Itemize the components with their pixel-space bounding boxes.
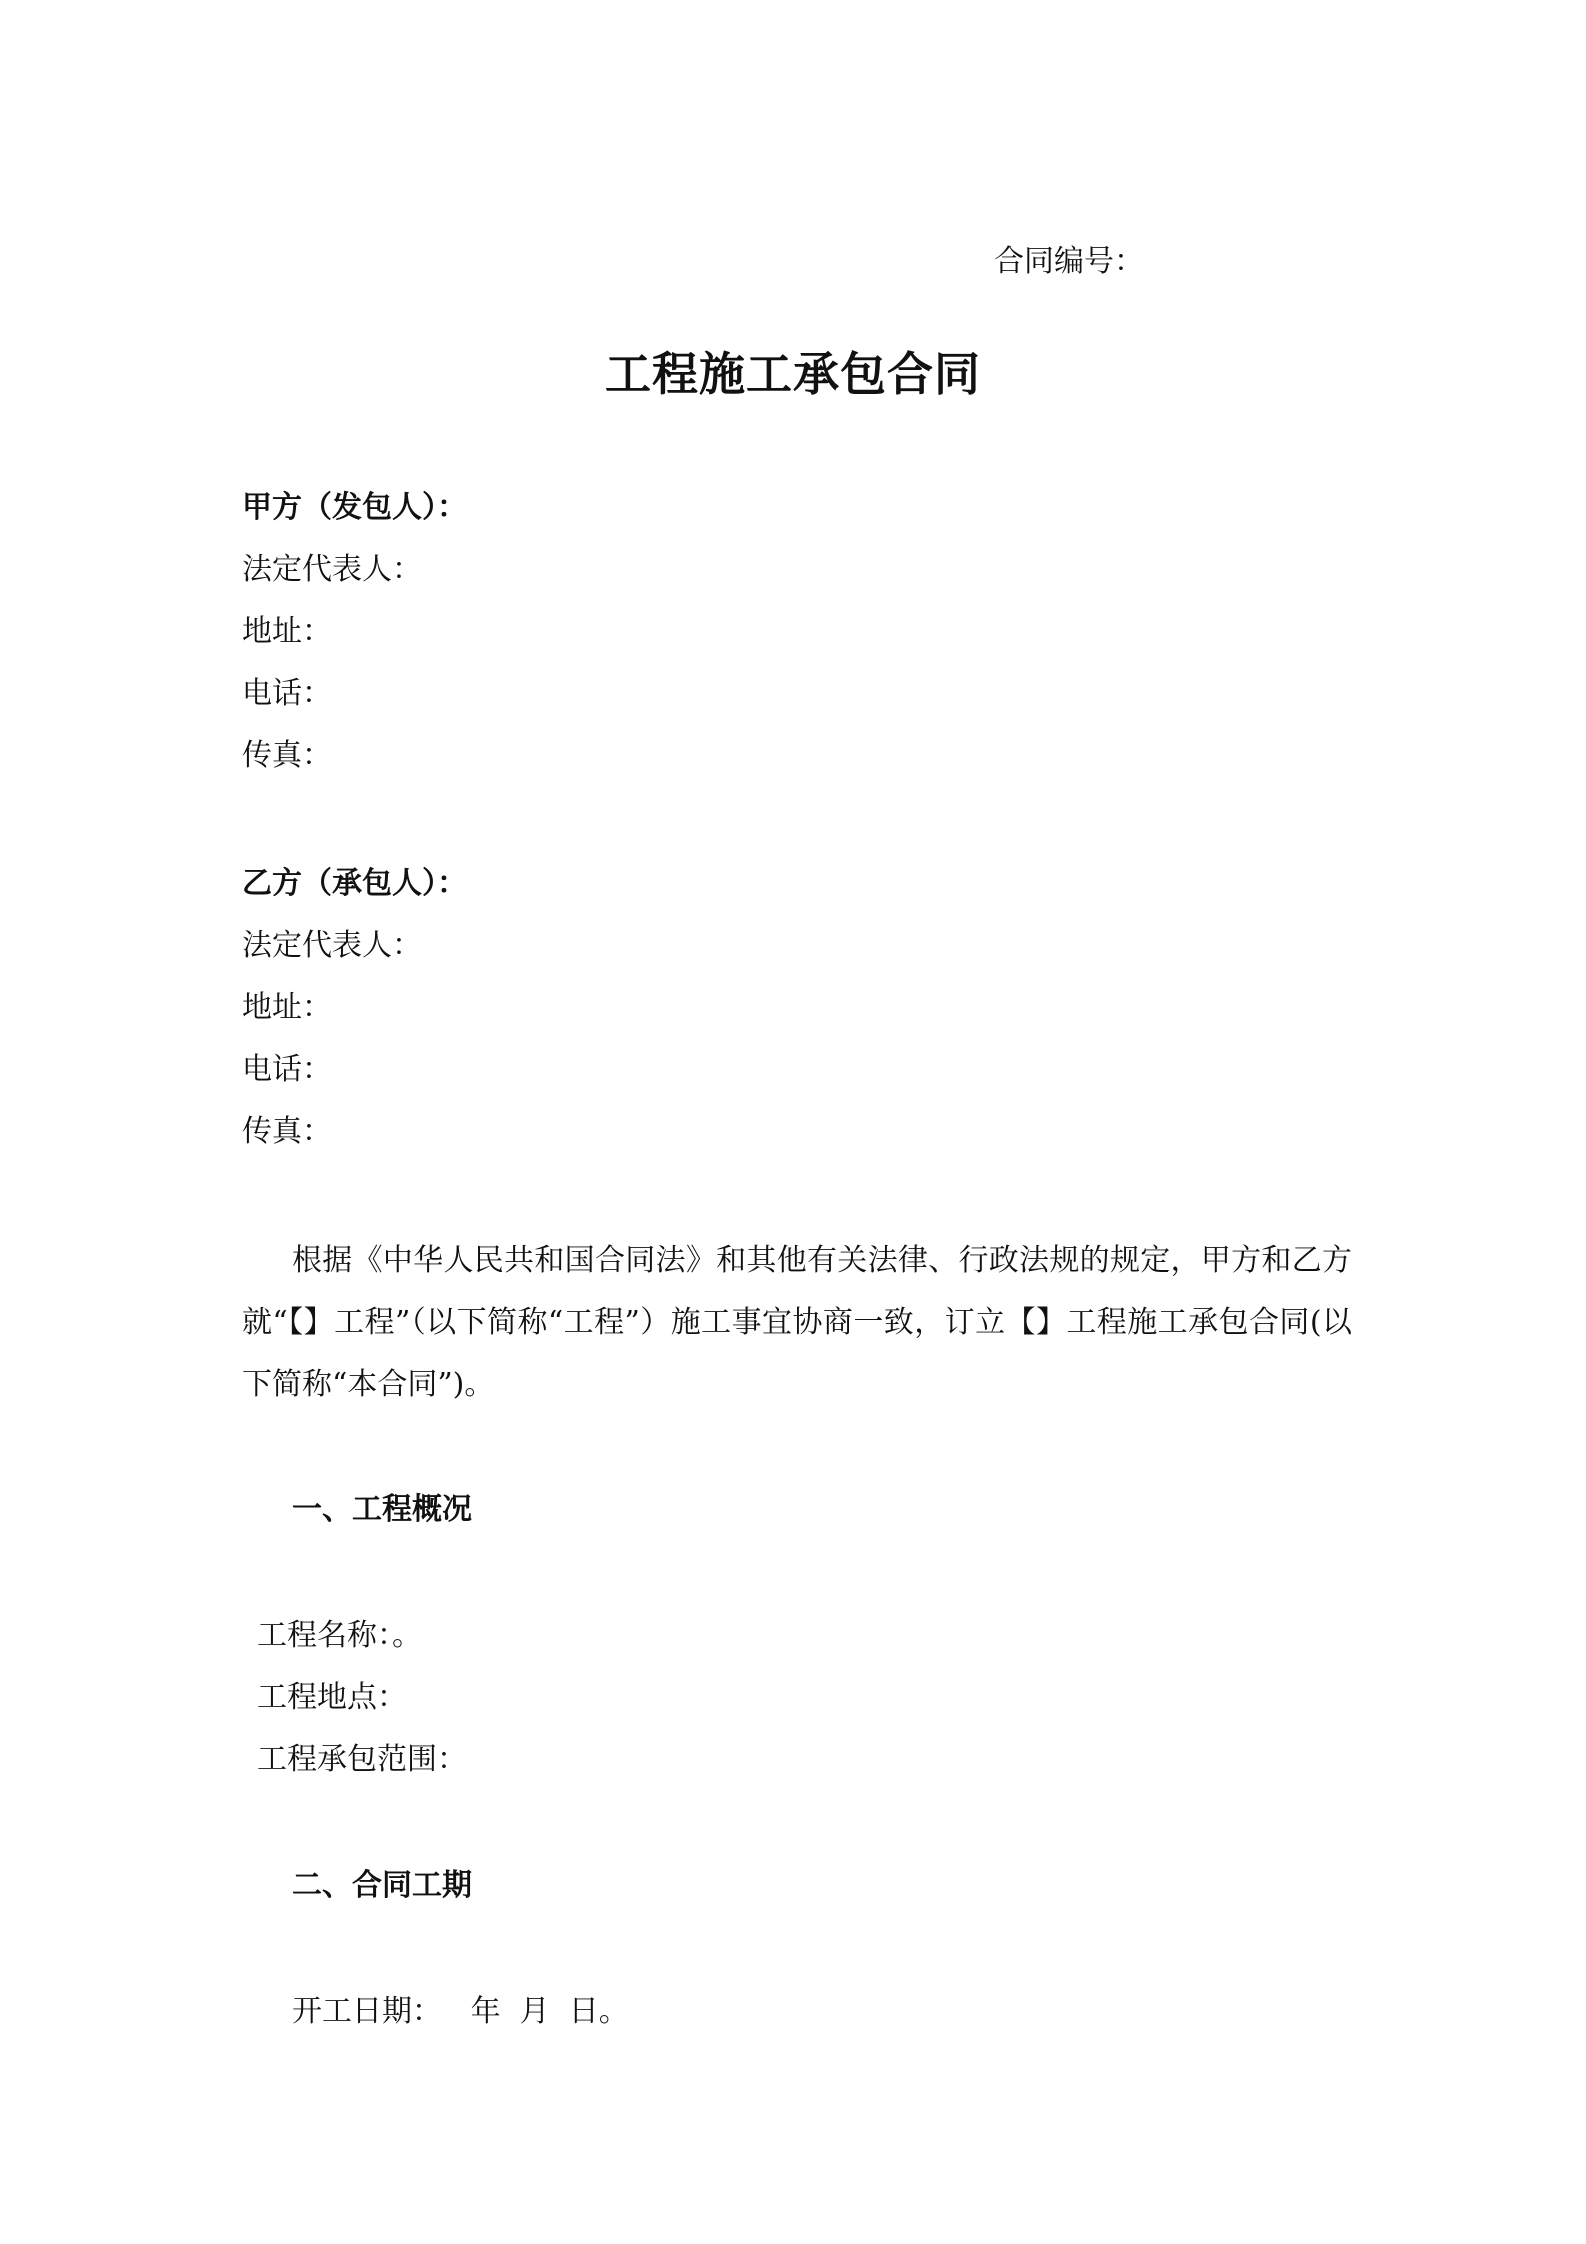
party-a-fax: 传真： — [242, 738, 332, 773]
project-location: 工程地点： — [257, 1680, 407, 1715]
party-b-address: 地址： — [242, 990, 332, 1025]
party-b-phone: 电话： — [242, 1052, 332, 1087]
project-scope: 工程承包范围： — [257, 1742, 467, 1777]
preamble-paragraph: 根据《中华人民共和国合同法》和其他有关法律、行政法规的规定，甲方和乙方就“【】工程”（以下简称“工程”）施工事宜协商一致，订立【】工程施工承包合同(以下简称“本合同”)。 — [242, 1243, 1352, 1402]
party-a-representative: 法定代表人： — [242, 552, 422, 587]
document-title: 工程施工承包合同 — [605, 347, 981, 401]
project-name: 工程名称：。 — [257, 1618, 422, 1653]
party-b-heading: 乙方（承包人）： — [242, 866, 467, 901]
start-date: 开工日期： 年 月 日。 — [292, 1994, 629, 2029]
contract-number-label: 合同编号： — [994, 244, 1144, 279]
party-a-heading: 甲方（发包人）： — [242, 490, 467, 525]
party-b-fax: 传真： — [242, 1114, 332, 1149]
party-a-phone: 电话： — [242, 676, 332, 711]
section-2-heading: 二、合同工期 — [292, 1868, 472, 1903]
section-1-heading: 一、工程概况 — [292, 1492, 472, 1527]
party-b-representative: 法定代表人： — [242, 928, 422, 963]
party-a-address: 地址： — [242, 614, 332, 649]
